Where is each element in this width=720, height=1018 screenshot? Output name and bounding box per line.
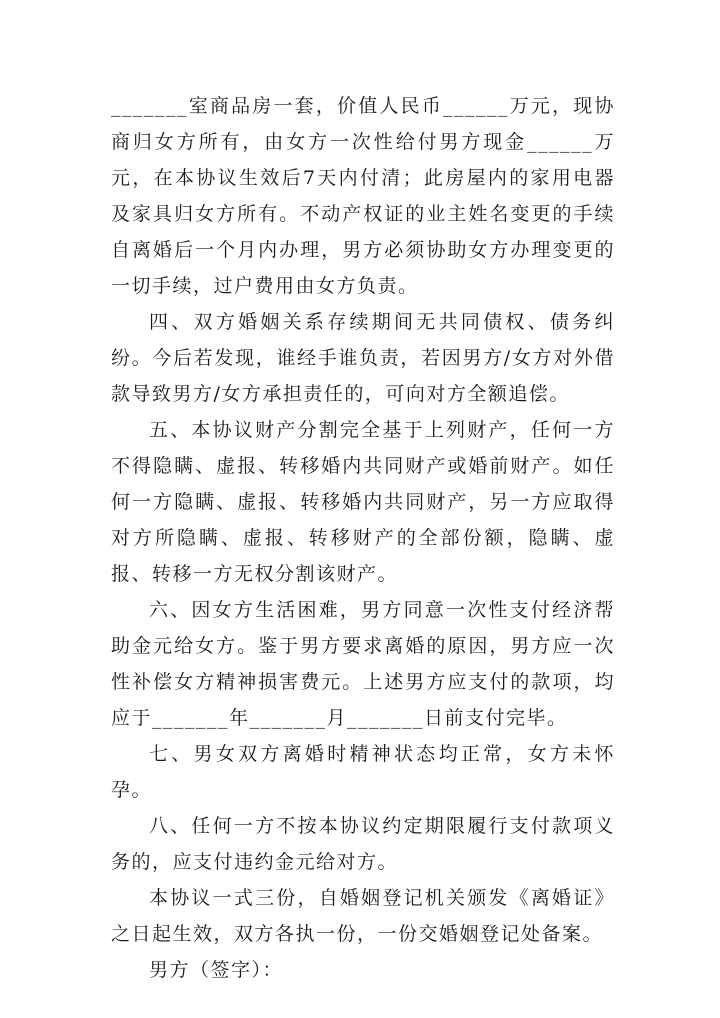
clause-eight-paragraph: 八、任何一方不按本协议约定期限履行支付款项义务的，应支付违约金元给对方。 [111,815,615,873]
clause-seven-paragraph: 七、男女双方离婚时精神状态均正常，女方未怀孕。 [111,743,615,801]
clause-four-paragraph: 四、双方婚姻关系存续期间无共同债权、债务纠纷。今后若发现，谁经手谁负责，若因男方/女方对外借款导致男方/女方承担责任的，可向对方全额追偿。 [111,311,615,405]
house-clause-paragraph: _______室商品房一套，价值人民币______万元，现协商归女方所有，由女方一次性给付男方现金______万元，在本协议生效后7天内付清；此房屋内的家用电器及家具归女方所有。不动产权证的业主姓名变更的手续自离婚后一个月内办理，男方必须协助女方办理变更的一切手续，过户费用由女方负责。 [111,95,615,297]
copies-paragraph: 本协议一式三份，自婚姻登记机关颁发《离婚证》之日起生效，双方各执一份，一份交婚姻登记处备案。 [111,887,615,945]
male-signature-line: 男方（签字）： [149,959,284,981]
clause-five-paragraph: 五、本协议财产分割完全基于上列财产，任何一方不得隐瞒、虚报、转移婚内共同财产或婚前财产。如任何一方隐瞒、虚报、转移婚内共同财产，另一方应取得对方所隐瞒、虚报、转移财产的全部份额，隐瞒、虚报、转移一方无权分割该财产。 [111,419,615,585]
clause-six-paragraph: 六、因女方生活困难，男方同意一次性支付经济帮助金元给女方。鉴于男方要求离婚的原因，男方应一次性补偿女方精神损害费元。上述男方应支付的款项，均应于_______年_______月_______日前支付完毕。 [111,599,615,729]
agreement-body [111,88,615,988]
